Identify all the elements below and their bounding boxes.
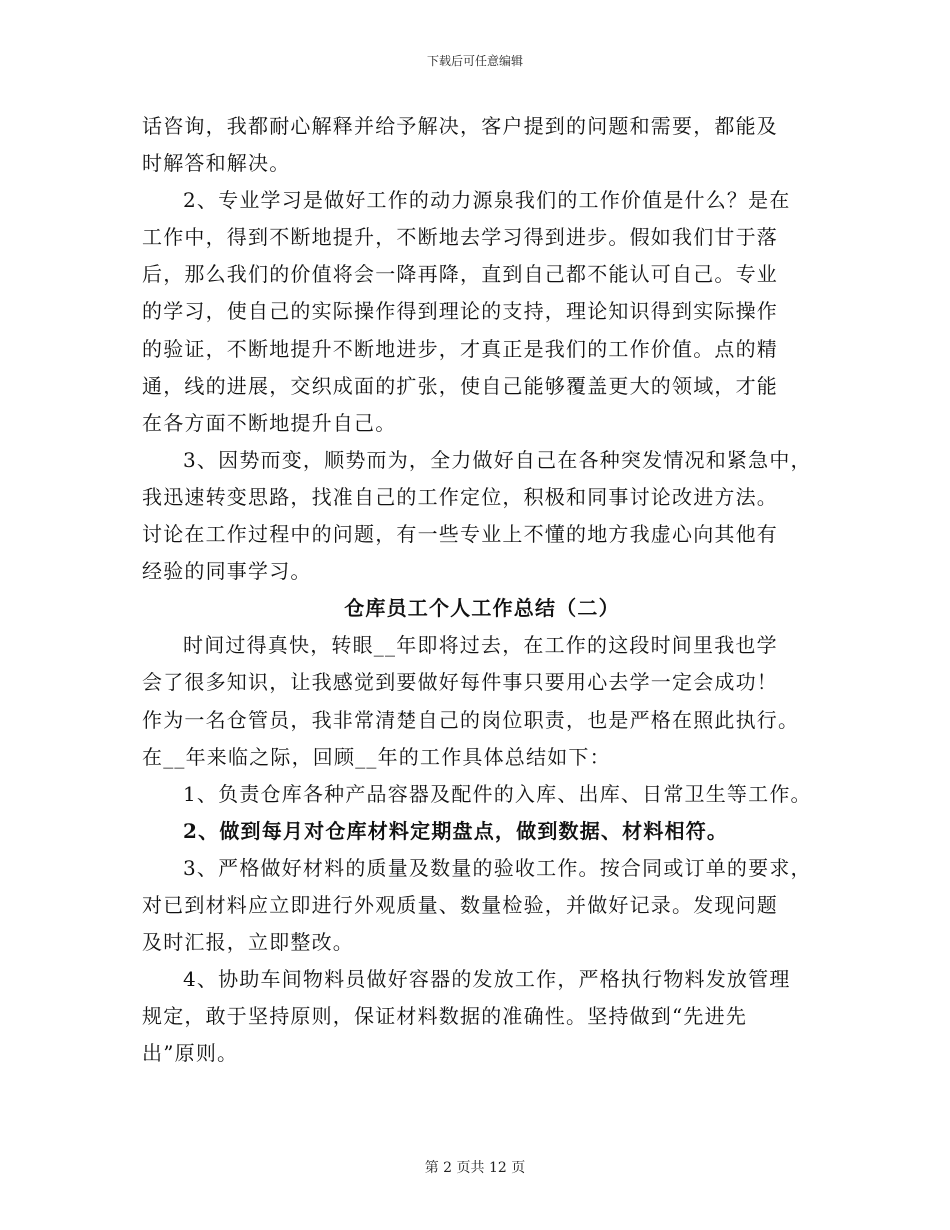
text-line: 作为一名仓管员，我非常清楚自己的岗位职责，也是严格在照此执行。 bbox=[142, 707, 800, 732]
text-line: 的学习，使自己的实际操作得到理论的支持，理论知识得到实际操作 bbox=[142, 299, 778, 324]
paragraph-start: 1、负责仓库各种产品容器及配件的入库、出库、日常卫生等工作。 bbox=[183, 781, 812, 806]
paragraph-start: 时间过得真快，转眼__年即将过去，在工作的这段时间里我也学 bbox=[183, 633, 778, 658]
text-line: 在各方面不断地提升自己。 bbox=[142, 410, 397, 435]
text-line: 经验的同事学习。 bbox=[142, 559, 312, 584]
text-line: 的验证，不断地提升不断地进步，才真正是我们的工作价值。点的精 bbox=[142, 336, 778, 361]
paragraph-start: 4、协助车间物料员做好容器的发放工作，严格执行物料发放管理 bbox=[183, 967, 791, 992]
text-line: 时解答和解决。 bbox=[142, 151, 291, 176]
text-line: 会了很多知识，让我感觉到要做好每件事只要用心去学一定会成功！ bbox=[142, 670, 778, 695]
text-line: 及时汇报，立即整改。 bbox=[142, 930, 354, 955]
text-line: 出”原则。 bbox=[142, 1041, 239, 1066]
page-footer: 第 2 页共 12 页 bbox=[424, 1160, 526, 1176]
text-line: 我迅速转变思路，找准自己的工作定位，积极和同事讨论改进方法。 bbox=[142, 484, 778, 509]
body-text bbox=[142, 108, 822, 1072]
paragraph-start: 3、严格做好材料的质量及数量的验收工作。按合同或订单的要求， bbox=[183, 855, 812, 880]
page-header: 下载后可任意编辑 bbox=[426, 54, 523, 68]
text-line: 通，线的进展，交织成面的扩张，使自己能够覆盖更大的领域，才能 bbox=[142, 373, 778, 398]
text-line: 在__年来临之际，回顾__年的工作具体总结如下： bbox=[142, 744, 611, 769]
paragraph-start: 3、因势而变，顺势而为，全力做好自己在各种突发情况和紧急中， bbox=[183, 447, 812, 472]
text-line: 后，那么我们的价值将会一降再降，直到自己都不能认可自己。专业 bbox=[142, 262, 778, 287]
bold-paragraph: 2、做到每月对仓库材料定期盘点，做到数据、材料相符。 bbox=[183, 818, 729, 843]
text-line: 工作中，得到不断地提升，不断地去学习得到进步。假如我们甘于落 bbox=[142, 225, 778, 250]
text-line: 讨论在工作过程中的问题，有一些专业上不懂的地方我虚心向其他有 bbox=[142, 522, 778, 547]
paragraph-start: 2、专业学习是做好工作的动力源泉我们的工作价值是什么？是在 bbox=[183, 188, 791, 213]
text-line: 对已到材料应立即进行外观质量、数量检验，并做好记录。发现问题 bbox=[142, 892, 778, 917]
text-line: 规定，敢于坚持原则，保证材料数据的准确性。坚持做到“先进先 bbox=[142, 1004, 748, 1029]
text-line: 话咨询，我都耐心解释并给予解决，客户提到的问题和需要，都能及 bbox=[142, 114, 778, 138]
section-title: 仓库员工个人工作总结（二） bbox=[344, 596, 620, 621]
